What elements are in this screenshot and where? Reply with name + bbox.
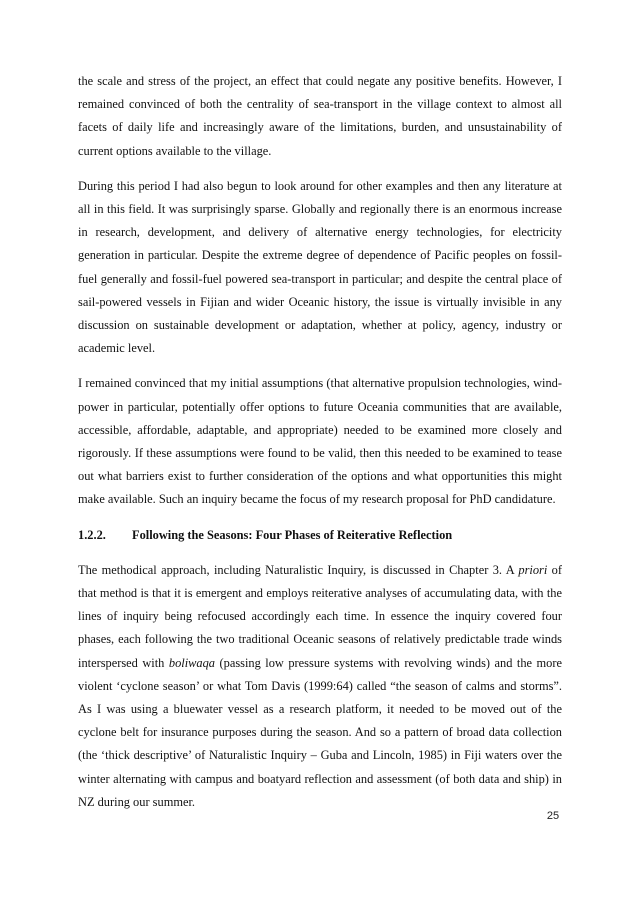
- section-title: Following the Seasons: Four Phases of Reiterative Reflection: [132, 527, 453, 542]
- paragraph-literature-search: During this period I had also begun to look around for other examples and then any literature at all in this field. It was surprisingly sparse. Globally and regionally there is an enormous increase in research, development, and delivery of alternative energy technologies, for electricity generation in particular. Despite the extreme degree of dependence of Pacific peoples on fossil-fuel generally and fossil-fuel powered sea-transport in particular; and despite the central place of sail-powered vessels in Fijian and wider Oceanic history, the issue is virtually invisible in any discussion on sustainable development or adaptation, whether at policy, agency, industry or academic level.: [78, 178, 562, 356]
- page-body: [78, 70, 562, 826]
- section-number: 1.2.2.: [78, 527, 106, 542]
- priori-italic: priori: [518, 562, 548, 577]
- paragraph-project-stress: the scale and stress of the project, an effect that could negate any positive benefits. However, I remained convinced of both the centrality of sea-transport in the village context to almost all facets of daily life and increasingly aware of the limitations, burden, and unsustainability of current options available to the village.: [78, 74, 562, 158]
- methodical-text-a: The methodical approach, including Naturalistic Inquiry, is discussed in Chapter 3. A: [78, 562, 519, 577]
- section-heading: [78, 524, 562, 547]
- page-number: 25: [546, 810, 560, 822]
- methodical-text-b: of that method is that it is emergent and employs reiterative analyses of accumulating data, with the lines of inquiry being refocused accordingly each time. In essence the inquiry covered four phases, each following the two traditional Oceanic seasons of relatively predictable trade winds interspersed with: [78, 562, 563, 670]
- boliwaqa-italic: boliwaqa: [168, 655, 216, 670]
- paragraph-initial-assumptions: I remained convinced that my initial assumptions (that alternative propulsion technologies, wind-power in particular, potentially offer options to future Oceania communities that are available, accessible, affordable, adaptable, and appropriate) needed to be examined more closely and rigorously. If these assumptions were found to be valid, then this needed to be examined to tease out what barriers exist to further consideration of the options and what opportunities this might make available. Such an inquiry became the focus of my research proposal for PhD candidature.: [78, 376, 562, 507]
- methodical-text-c: (passing low pressure systems with revolving winds) and the more violent ‘cyclone season’ or what Tom Davis (1999:64) called “the season of calms and storms”. As I was using a bluewater vessel as a research platform, it needed to be moved out of the cyclone belt for insurance purposes during the season. And so a pattern of broad data collection (the ‘thick descriptive’ of Naturalistic Inquiry – Guba and Lincoln, 1985) in Fiji waters over the winter alternating with campus and boatyard reflection and assessment (of both data and ship) in NZ during our summer.: [78, 655, 563, 809]
- paragraph-methodical-approach: [78, 559, 562, 814]
